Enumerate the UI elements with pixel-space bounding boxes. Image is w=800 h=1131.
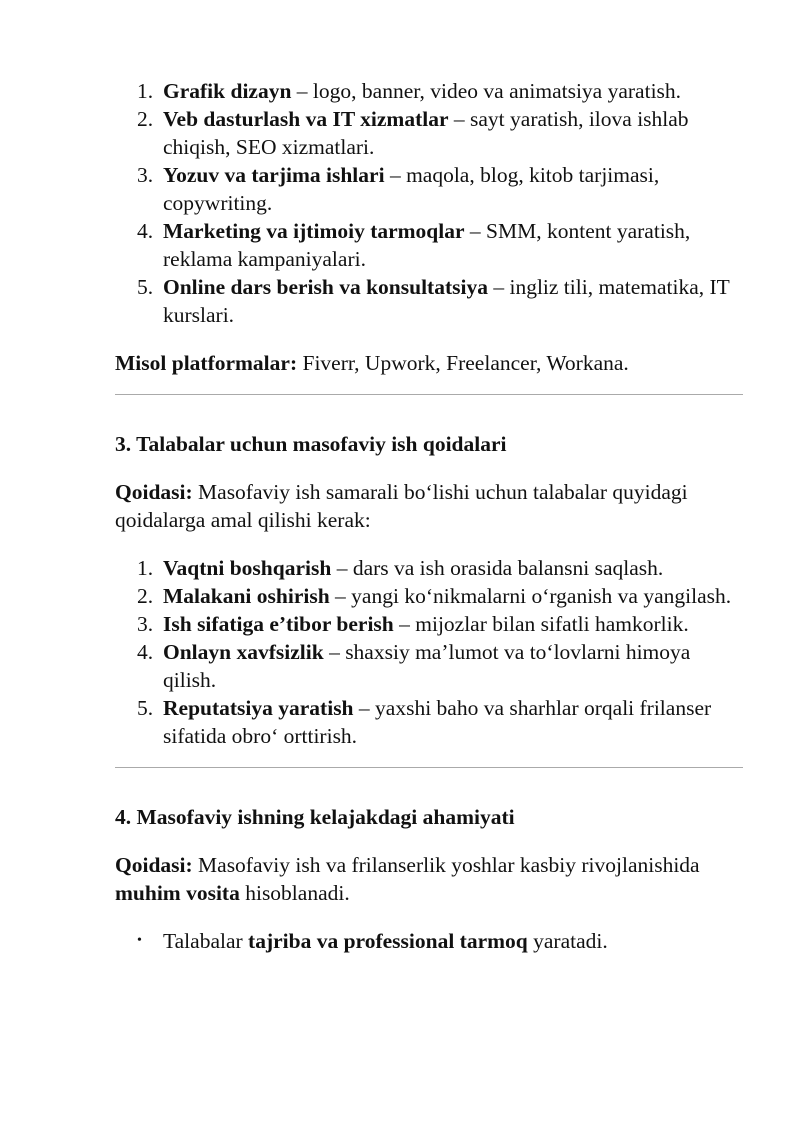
- section-heading: 4. Masofaviy ishning kelajakdagi ahamiyati: [115, 805, 515, 829]
- section-divider: [115, 394, 743, 395]
- rule-text: hisoblanadi.: [239, 881, 350, 905]
- item-title: Reputatsiya yaratish: [163, 696, 354, 720]
- item-text: – SMM, kontent yaratish, reklama kampaniyalari.: [163, 219, 691, 271]
- item-title: Veb dasturlash va IT xizmatlar: [163, 107, 449, 131]
- item-text: yaratadi.: [527, 929, 608, 953]
- list-item: [115, 77, 745, 105]
- item-title: Yozuv va tarjima ishlari: [163, 163, 385, 187]
- item-text: – dars va ish orasida balansni saqlash.: [331, 556, 664, 580]
- list-number: 4.: [137, 219, 154, 243]
- item-text: – yangi ko‘nikmalarni o‘rganish va yangilash.: [329, 584, 732, 608]
- rule-emphasis: muhim vosita: [115, 881, 240, 905]
- list-number: 3.: [137, 612, 154, 636]
- list-item: [115, 582, 745, 610]
- item-text: – sayt yaratish, ilova ishlab chiqish, SEO xizmatlari.: [163, 107, 689, 159]
- item-text: – logo, banner, video va animatsiya yaratish.: [291, 79, 682, 103]
- rules-list: [115, 554, 745, 750]
- section-heading: 3. Talabalar uchun masofaviy ish qoidalari: [115, 432, 507, 456]
- rule-label: Qoidasi:: [115, 853, 193, 877]
- list-number: 4.: [137, 640, 154, 664]
- rule-paragraph: [115, 851, 745, 907]
- list-number: 5.: [137, 275, 154, 299]
- bullet-icon: •: [137, 933, 142, 948]
- freelance-areas-list: [115, 77, 745, 329]
- item-title: Online dars berish va konsultatsiya: [163, 275, 488, 299]
- item-title: Ish sifatiga e’tibor berish: [163, 612, 394, 636]
- list-number: 2.: [137, 107, 154, 131]
- item-title: Onlayn xavfsizlik: [163, 640, 324, 664]
- list-number: 2.: [137, 584, 154, 608]
- item-emphasis: tajriba va professional tarmoq: [248, 929, 528, 953]
- list-item: [115, 105, 745, 161]
- list-item: [115, 638, 745, 694]
- platforms-text: Fiverr, Upwork, Freelancer, Workana.: [297, 351, 629, 375]
- list-item: [115, 694, 745, 750]
- document-content: [115, 77, 745, 955]
- platforms-paragraph: [115, 349, 745, 377]
- item-title: Grafik dizayn: [163, 79, 292, 103]
- item-text: Talabalar: [163, 929, 249, 953]
- list-number: 1.: [137, 79, 154, 103]
- item-text: – mijozlar bilan sifatli hamkorlik.: [393, 612, 689, 636]
- rule-label: Qoidasi:: [115, 480, 193, 504]
- list-number: 5.: [137, 696, 154, 720]
- list-item: [115, 610, 745, 638]
- item-text: – maqola, blog, kitob tarjimasi, copywriting.: [163, 163, 660, 215]
- item-text: – yaxshi baho va sharhlar orqali frilanser sifatida obro‘ orttirish.: [163, 696, 712, 748]
- list-item: [115, 217, 745, 273]
- list-item: [115, 273, 745, 329]
- item-title: Malakani oshirish: [163, 584, 330, 608]
- list-number: 3.: [137, 163, 154, 187]
- rule-text: Masofaviy ish va frilanserlik yoshlar kasbiy rivojlanishida: [192, 853, 700, 877]
- item-title: Marketing va ijtimoiy tarmoqlar: [163, 219, 465, 243]
- list-item: [115, 161, 745, 217]
- rule-text: Masofaviy ish samarali bo‘lishi uchun talabalar quyidagi qoidalarga amal qilishi kerak:: [115, 480, 688, 532]
- list-number: 1.: [137, 556, 154, 580]
- list-item: [115, 927, 745, 955]
- bullet-list: [115, 927, 745, 955]
- platforms-label: Misol platformalar:: [115, 351, 298, 375]
- item-title: Vaqtni boshqarish: [163, 556, 332, 580]
- item-text: – shaxsiy ma’lumot va to‘lovlarni himoya qilish.: [163, 640, 691, 692]
- item-text: – ingliz tili, matematika, IT kurslari.: [163, 275, 730, 327]
- section-divider: [115, 767, 743, 768]
- rule-paragraph: [115, 478, 745, 534]
- list-item: [115, 554, 745, 582]
